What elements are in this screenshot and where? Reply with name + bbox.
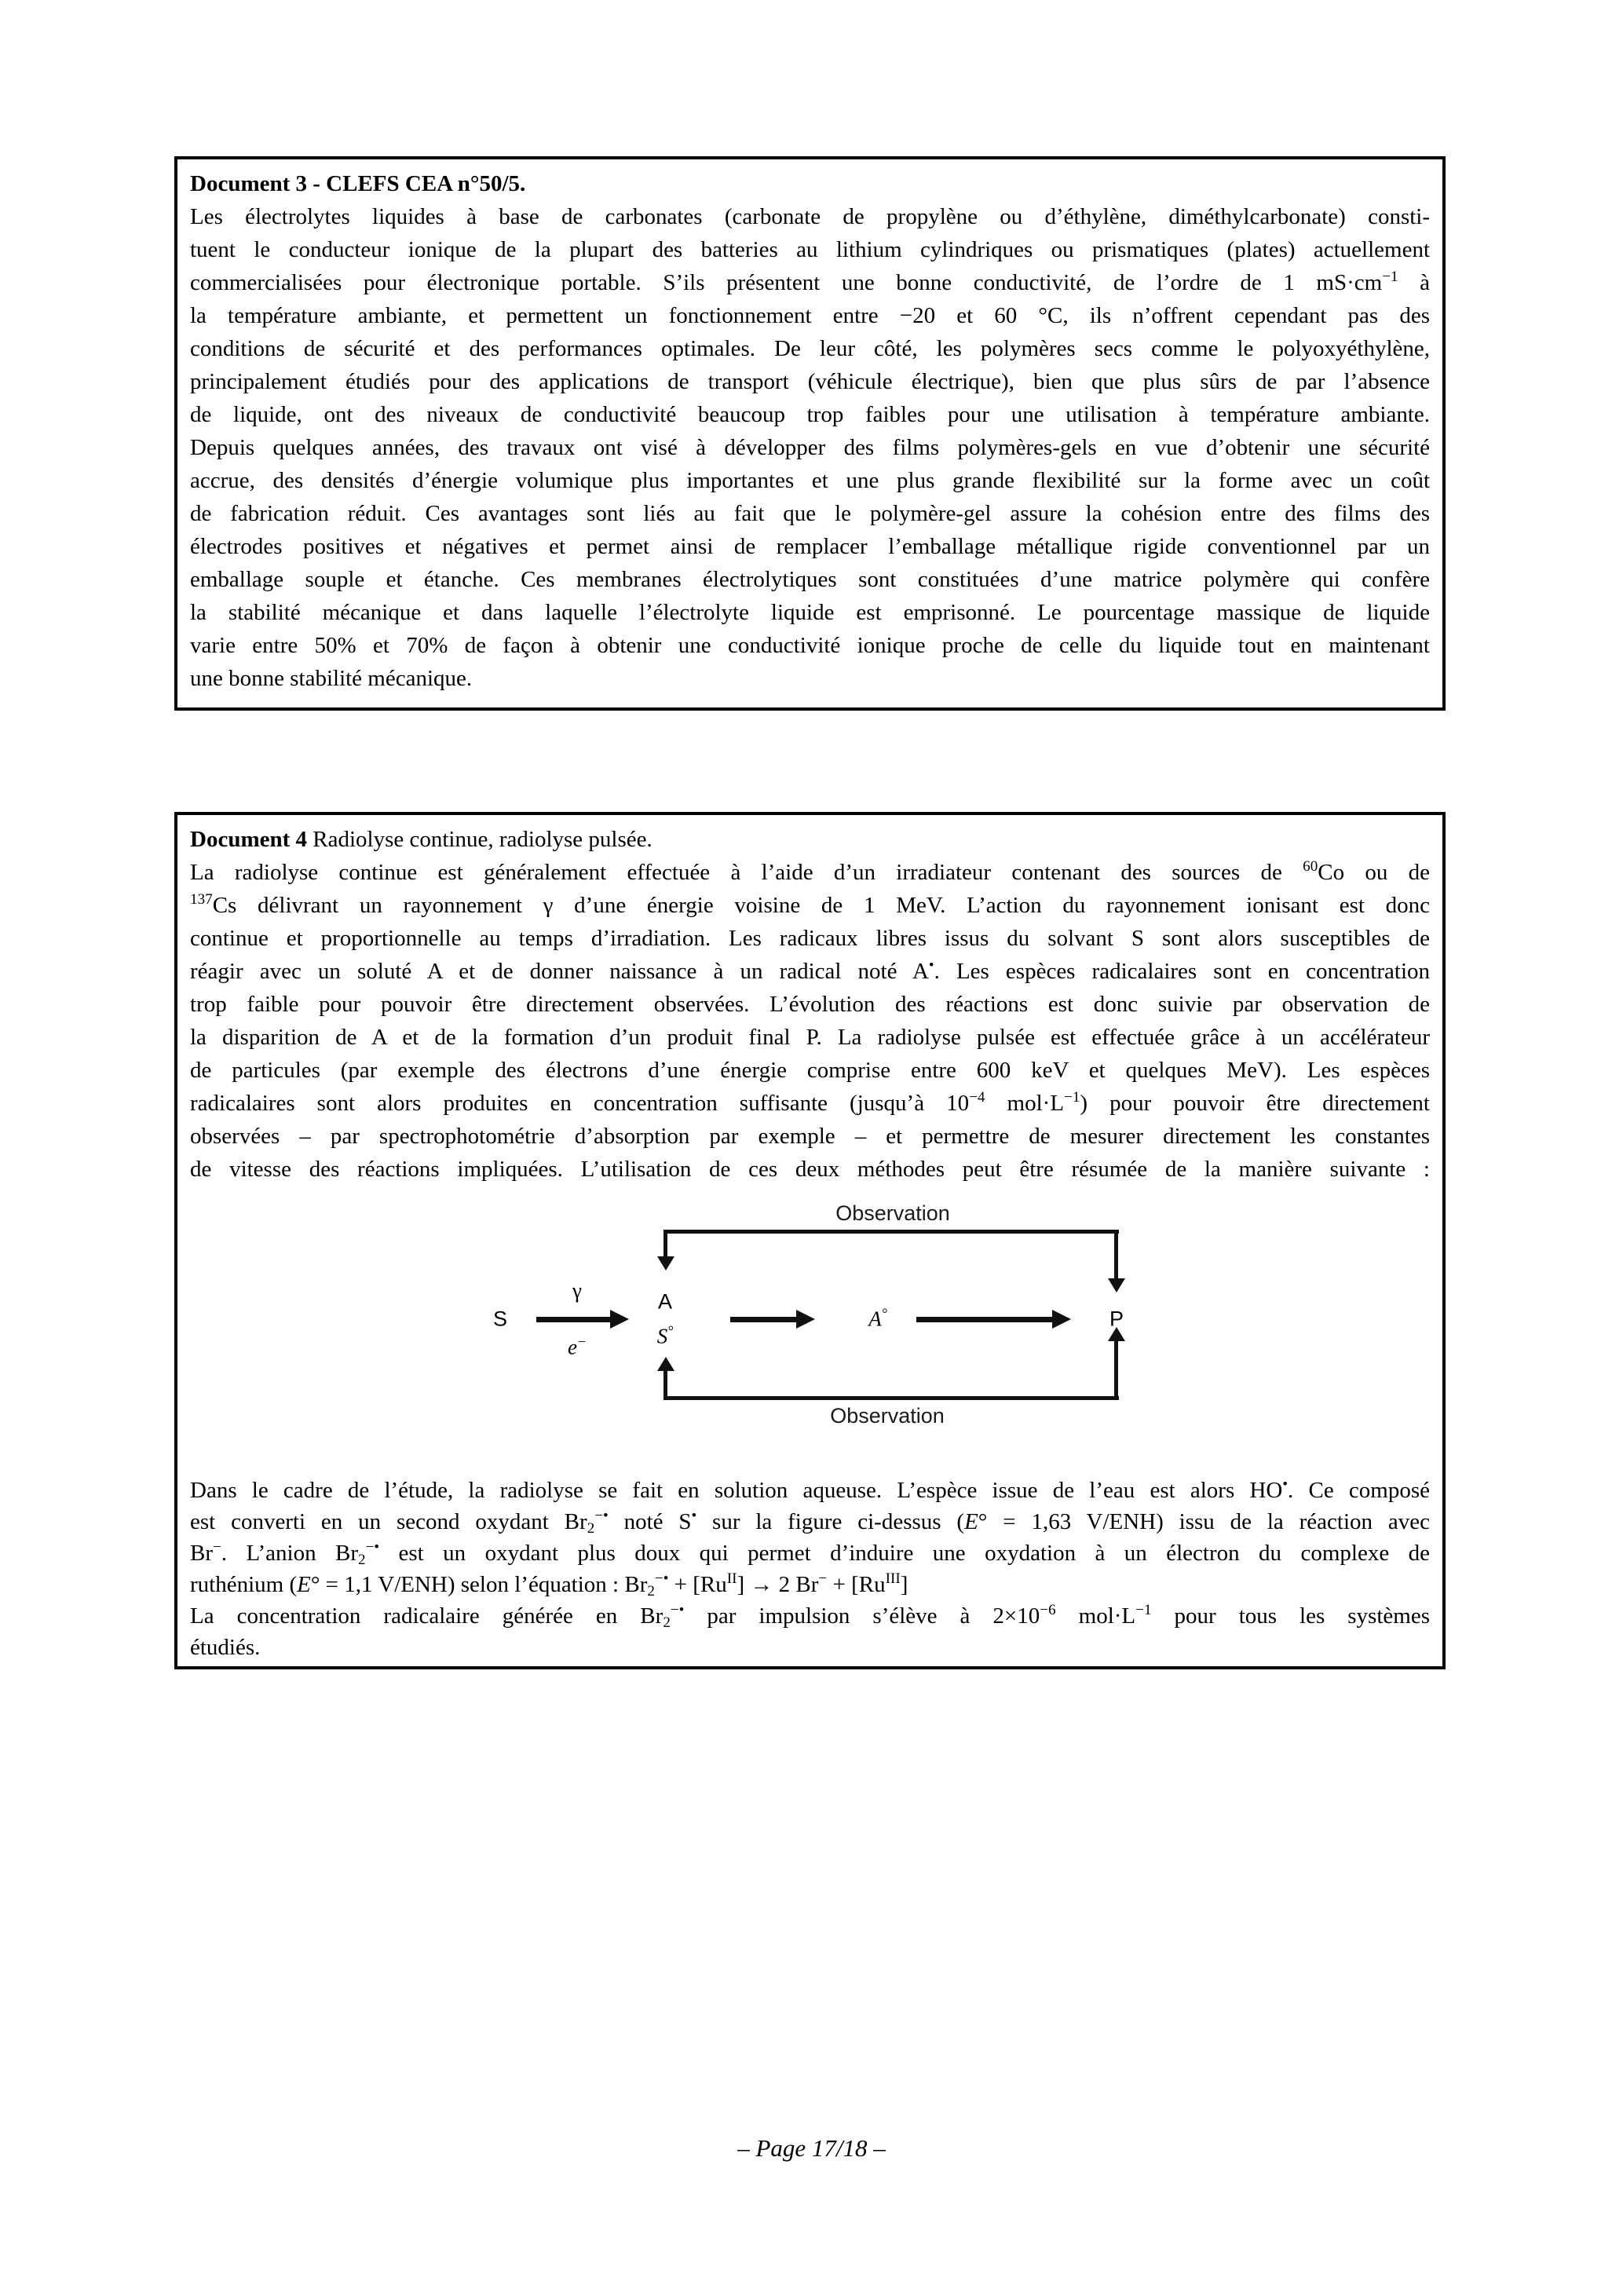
text-line: Depuis quelques années, des travaux ont visé à développer des films polymères-gels en vue d’obtenir une sécurité [190,435,1430,460]
text-line: trop faible pour pouvoir être directement observées. L’évolution des réactions est donc suivie par observation de [190,992,1430,1017]
arrow-down-to-p-icon [1108,1278,1125,1292]
text-line: une bonne stabilité mécanique. [190,666,473,691]
text-line: observées – par spectrophotométrie d’absorption par exemple – et permettre de mesurer directement les constantes [190,1124,1430,1149]
text-line: principalement étudiés pour des applications de transport (véhicule électrique), bien que plus sûrs de par l’absence [190,369,1430,394]
species-s-radical-label: S° [656,1322,674,1348]
page-number: – Page 17/18 – [737,2134,886,2162]
text-line: Les électrolytes liquides à base de carbonates (carbonate de propylène ou d’éthylène, diméthylcarbonate) consti- [190,204,1430,229]
observation-bottom-line [664,1396,1119,1400]
text-line: conditions de sécurité et des performances optimales. De leur côté, les polymères secs comme le polyoxyéthylène, [190,336,1430,361]
text-line: de liquide, ont des niveaux de conductivité beaucoup trop faibles pour une utilisation à température ambiante. [190,402,1430,427]
text-line: la température ambiante, et permettent un fonctionnement entre −20 et 60 °C, ils n’offrent cependant pas des [190,303,1430,328]
text-line: La radiolyse continue est généralement effectuée à l’aide d’un irradiateur contenant des sources de $^{60}$Co ou de [190,858,1430,885]
text-line: emballage souple et étanche. Ces membranes électrolytiques sont constituées d’une matrice polymère qui confère [190,567,1430,592]
observation-bottom-label: Observation [830,1404,945,1428]
observation-top-line [664,1230,1119,1234]
text-line: la disparition de A et de la formation d’un produit final P. La radiolyse pulsée est effectuée grâce à un accélérateur [190,1025,1430,1050]
document4-title-bold: Document 4 [190,827,308,852]
gamma-label: γ [572,1278,582,1303]
arrow-aradical-to-p-icon [916,1310,1071,1329]
text-line: étudiés. [190,1635,261,1660]
text-line: électrodes positives et négatives et permet ainsi de remplacer l’emballage métallique rigide conventionnel par un [190,534,1430,559]
arrow-up-to-sradical-icon [657,1357,674,1371]
species-a-radical-label: A° [868,1305,887,1331]
document4-box [174,812,1446,1669]
text-line: la stabilité mécanique et dans laquelle l’électrolyte liquide est emprisonné. Le pourcentage massique de liquide [190,600,1430,625]
arrow-down-to-a-icon [657,1256,674,1270]
document3-title-text: Document 3 - CLEFS CEA n°50/5. [190,171,526,196]
arrow-up-to-p-icon [1108,1327,1125,1341]
species-s-label: S [492,1307,508,1331]
document4-title-rest: Radiolyse continue, radiolyse pulsée. [307,827,652,852]
electron-label: e− [567,1333,587,1359]
text-line: La concentration radicalaire générée en $Br_2^{-•}$ par impulsion s’élève à $2\times 10^{-6}$ $mol\cdot L^{-1}$ pour tous les systèmes [190,1602,1430,1632]
arrow-s-to-a-icon [536,1310,629,1329]
text-line: varie entre 50% et 70% de façon à obtenir une conductivité ionique proche de celle du liquide tout en maintenant [190,633,1430,658]
arrow-a-to-aradical-icon [730,1310,815,1329]
species-a-label: A [657,1289,673,1314]
document3-title [190,167,1430,200]
text-line: Br−. L’anion $Br_2^{-•}$ est un oxydant plus doux qui permet d’induire une oxydation à un électron du complexe de [190,1539,1431,1569]
text-line: ruthénium (E° = 1,1 V/ENH) selon l’équation : $Br_2^{-•} + [Ru^{II}] \to 2$ $Br^- + [Ru^{III}]$ [190,1570,908,1600]
text-line: continue et proportionnelle au temps d’irradiation. Les radicaux libres issus du solvant S sont alors susceptibles de [190,926,1430,951]
document4-body [190,856,1430,1186]
text-line: est converti en un second oxydant $Br_2^{-•}$ noté S• sur la figure ci-dessus (E° = 1,63 V/ENH) issu de la réaction avec [190,1508,1430,1537]
text-line: accrue, des densités d’énergie volumique plus importantes et une plus grande flexibilité sur la forme avec un coût [190,468,1430,493]
text-line: réagir avec un soluté A et de donner naissance à un radical noté A•. Les espèces radicalaires sont en concentration [190,957,1430,984]
document4-conclusion [190,1475,1430,1663]
document4-title [190,823,1430,856]
text-line: de particules (par exemple des électrons d’une énergie comprise entre 600 keV et quelques MeV). Les espèces [190,1058,1430,1083]
observation-top-left-connector [663,1230,667,1256]
text-line: tuent le conducteur ionique de la plupart des batteries au lithium cylindriques ou prismatiques (plates) actuellement [190,237,1430,262]
text-line: de vitesse des réactions impliquées. L’utilisation de ces deux méthodes peut être résumée de la manière suivante : [190,1157,1430,1182]
observation-top-label: Observation [835,1201,950,1225]
text-line: Dans le cadre de l’étude, la radiolyse se fait en solution aqueuse. L’espèce issue de l’eau est alors HO•. Ce composé [190,1476,1430,1503]
document3-box [174,156,1446,711]
observation-top-right-connector [1114,1230,1118,1278]
text-line: $^{137}$Cs délivrant un rayonnement γ d’une énergie voisine de 1 MeV. L’action du rayonnement ionisant est donc [190,891,1430,918]
text-line: de fabrication réduit. Ces avantages sont liés au fait que le polymère-gel assure la cohésion entre des films des [190,501,1430,526]
text-line: commercialisées pour électronique portable. S’ils présentent une bonne conductivité, de l’ordre de 1 $mS\cdot cm^{-1}$ à [190,269,1431,295]
observation-bottom-right-connector [1114,1341,1118,1400]
text-line: radicalaires sont alors produites en concentration suffisante (jusqu’à $10^{-4}$ $mol\cdot L^{-1}$) pour pouvoir être directement [190,1089,1430,1116]
radiolysis-diagram [190,1195,1430,1431]
species-p-label: P [1109,1307,1124,1331]
document3-body [190,200,1430,695]
